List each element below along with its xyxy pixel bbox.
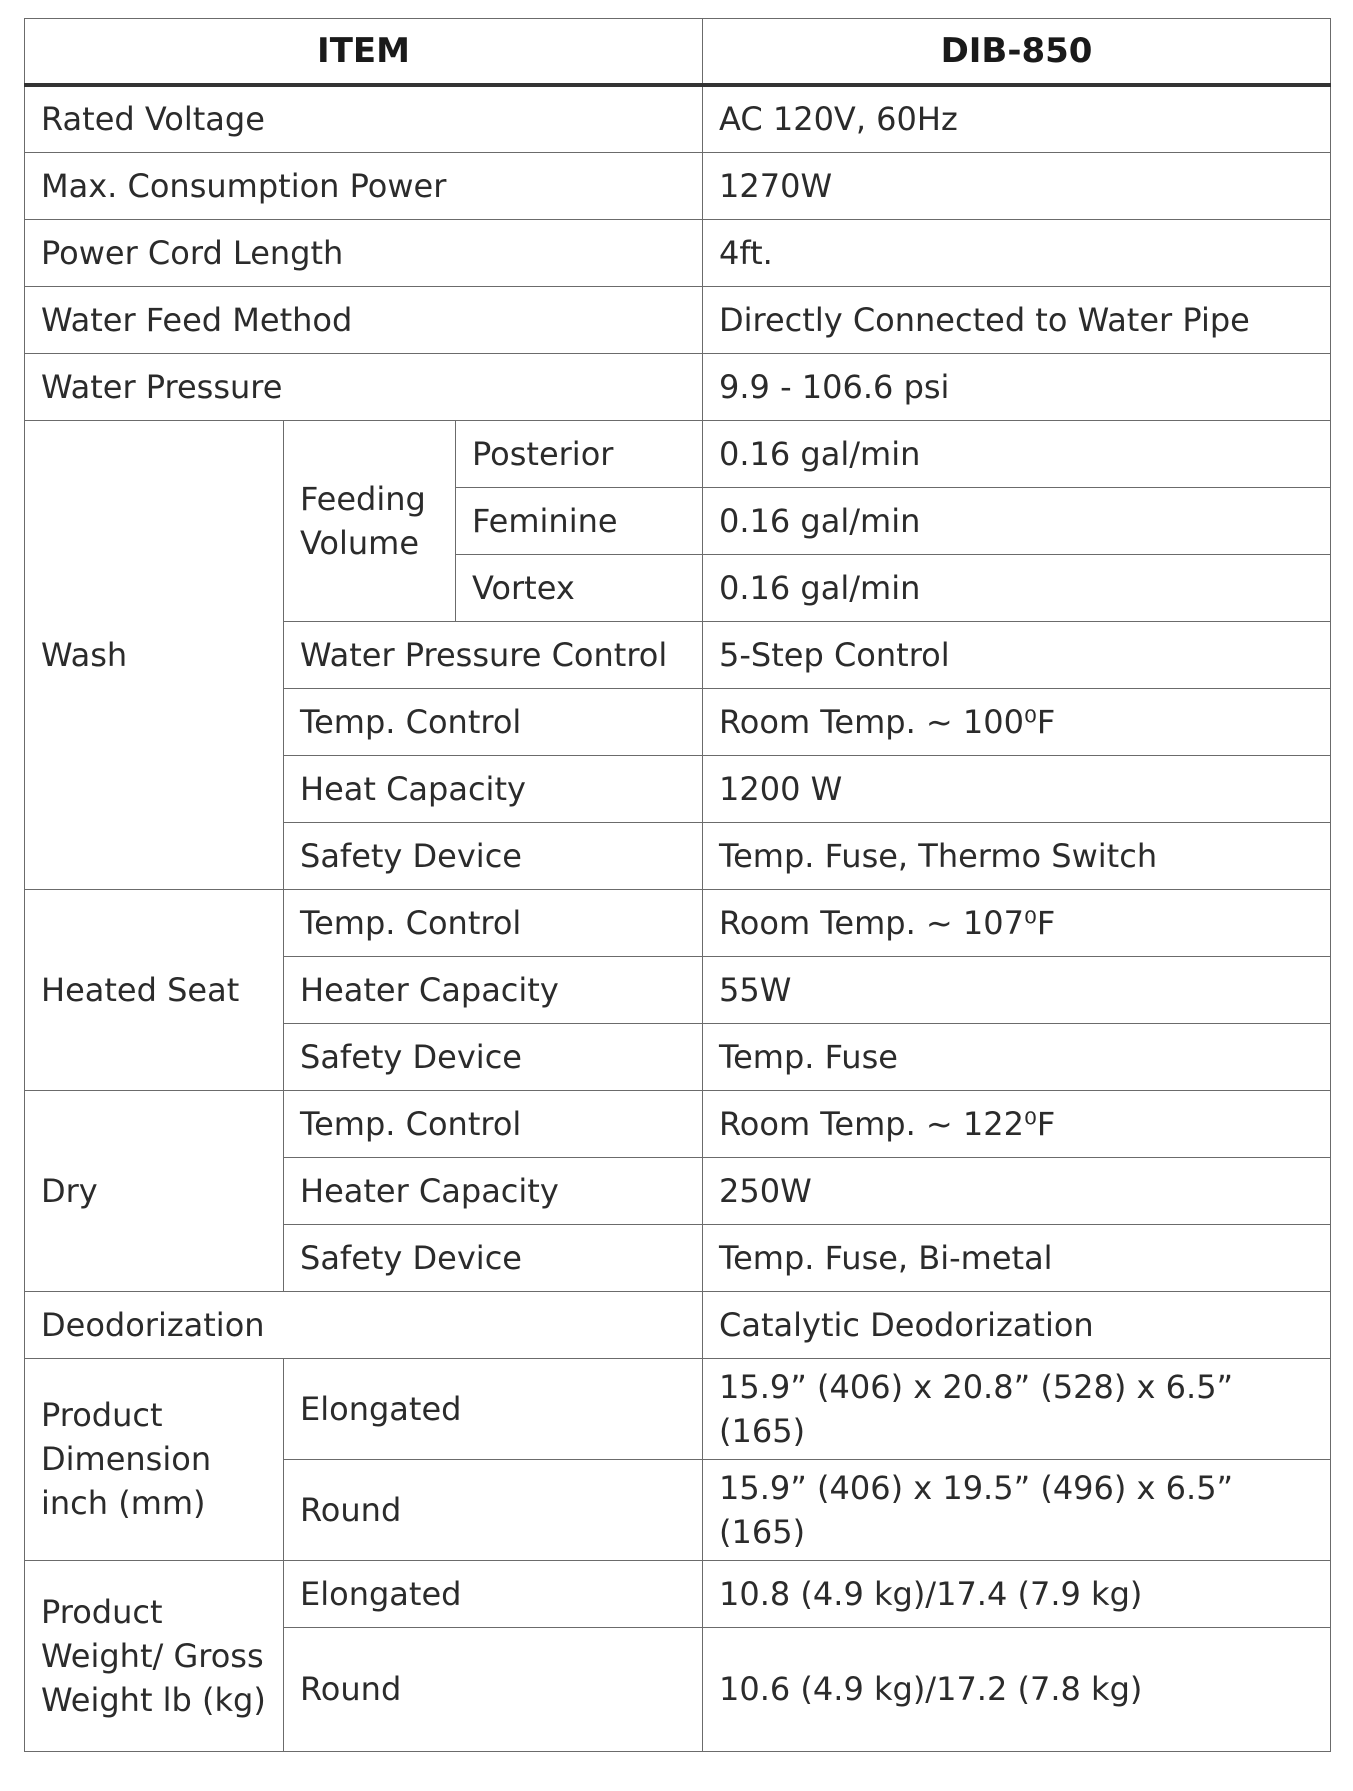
water-pressure-label: Water Pressure <box>25 353 703 420</box>
weight-label: Product Weight/ Gross Weight lb (kg) <box>25 1560 284 1751</box>
wash-heat-capacity-value: 1200 W <box>703 755 1331 822</box>
table-row <box>25 1560 1331 1627</box>
weight-round-label: Round <box>284 1627 703 1751</box>
seat-safety-device-label: Safety Device <box>284 1023 703 1090</box>
max-power-label: Max. Consumption Power <box>25 152 703 219</box>
wash-temp-control-value: Room Temp. ~ 100⁰F <box>703 688 1331 755</box>
table-row <box>25 1291 1331 1358</box>
table-row <box>25 889 1331 956</box>
rated-voltage-label: Rated Voltage <box>25 85 703 152</box>
dimension-elongated-label: Elongated <box>284 1358 703 1459</box>
seat-safety-device-value: Temp. Fuse <box>703 1023 1331 1090</box>
rated-voltage-value: AC 120V, 60Hz <box>703 85 1331 152</box>
table-row <box>25 420 1331 487</box>
dimension-label: Product Dimension inch (mm) <box>25 1358 284 1560</box>
dry-safety-device-value: Temp. Fuse, Bi-metal <box>703 1224 1331 1291</box>
dry-temp-control-label: Temp. Control <box>284 1090 703 1157</box>
wash-heat-capacity-label: Heat Capacity <box>284 755 703 822</box>
seat-temp-control-value: Room Temp. ~ 107⁰F <box>703 889 1331 956</box>
wash-safety-device-value: Temp. Fuse, Thermo Switch <box>703 822 1331 889</box>
heated-seat-label: Heated Seat <box>25 889 284 1090</box>
table-row <box>25 353 1331 420</box>
dry-safety-device-label: Safety Device <box>284 1224 703 1291</box>
dimension-elongated-value: 15.9” (406) x 20.8” (528) x 6.5” (165) <box>703 1358 1331 1459</box>
deodorization-label: Deodorization <box>25 1291 703 1358</box>
table-row <box>25 152 1331 219</box>
table-row <box>25 219 1331 286</box>
item-header: ITEM <box>25 19 703 86</box>
cord-length-label: Power Cord Length <box>25 219 703 286</box>
dry-heater-capacity-label: Heater Capacity <box>284 1157 703 1224</box>
dry-temp-control-value: Room Temp. ~ 122⁰F <box>703 1090 1331 1157</box>
posterior-label: Posterior <box>456 420 703 487</box>
wash-temp-control-label: Temp. Control <box>284 688 703 755</box>
deodorization-value: Catalytic Deodorization <box>703 1291 1331 1358</box>
seat-heater-capacity-value: 55W <box>703 956 1331 1023</box>
spec-table <box>24 18 1331 1752</box>
seat-heater-capacity-label: Heater Capacity <box>284 956 703 1023</box>
feminine-value: 0.16 gal/min <box>703 487 1331 554</box>
weight-elongated-label: Elongated <box>284 1560 703 1627</box>
feeding-volume-label: Feeding Volume <box>284 420 456 621</box>
cord-length-value: 4ft. <box>703 219 1331 286</box>
wash-safety-device-label: Safety Device <box>284 822 703 889</box>
posterior-value: 0.16 gal/min <box>703 420 1331 487</box>
model-header: DIB-850 <box>703 19 1331 86</box>
wash-pressure-control-value: 5-Step Control <box>703 621 1331 688</box>
wash-pressure-control-label: Water Pressure Control <box>284 621 703 688</box>
water-pressure-value: 9.9 - 106.6 psi <box>703 353 1331 420</box>
feminine-label: Feminine <box>456 487 703 554</box>
dry-heater-capacity-value: 250W <box>703 1157 1331 1224</box>
wash-label: Wash <box>25 420 284 889</box>
feed-method-label: Water Feed Method <box>25 286 703 353</box>
vortex-value: 0.16 gal/min <box>703 554 1331 621</box>
dimension-round-label: Round <box>284 1459 703 1560</box>
header-row <box>25 19 1331 86</box>
table-row <box>25 1090 1331 1157</box>
table-row <box>25 85 1331 152</box>
dimension-round-value: 15.9” (406) x 19.5” (496) x 6.5” (165) <box>703 1459 1331 1560</box>
max-power-value: 1270W <box>703 152 1331 219</box>
dry-label: Dry <box>25 1090 284 1291</box>
weight-elongated-value: 10.8 (4.9 kg)/17.4 (7.9 kg) <box>703 1560 1331 1627</box>
feed-method-value: Directly Connected to Water Pipe <box>703 286 1331 353</box>
table-row <box>25 286 1331 353</box>
table-row <box>25 1358 1331 1459</box>
seat-temp-control-label: Temp. Control <box>284 889 703 956</box>
weight-round-value: 10.6 (4.9 kg)/17.2 (7.8 kg) <box>703 1627 1331 1751</box>
vortex-label: Vortex <box>456 554 703 621</box>
